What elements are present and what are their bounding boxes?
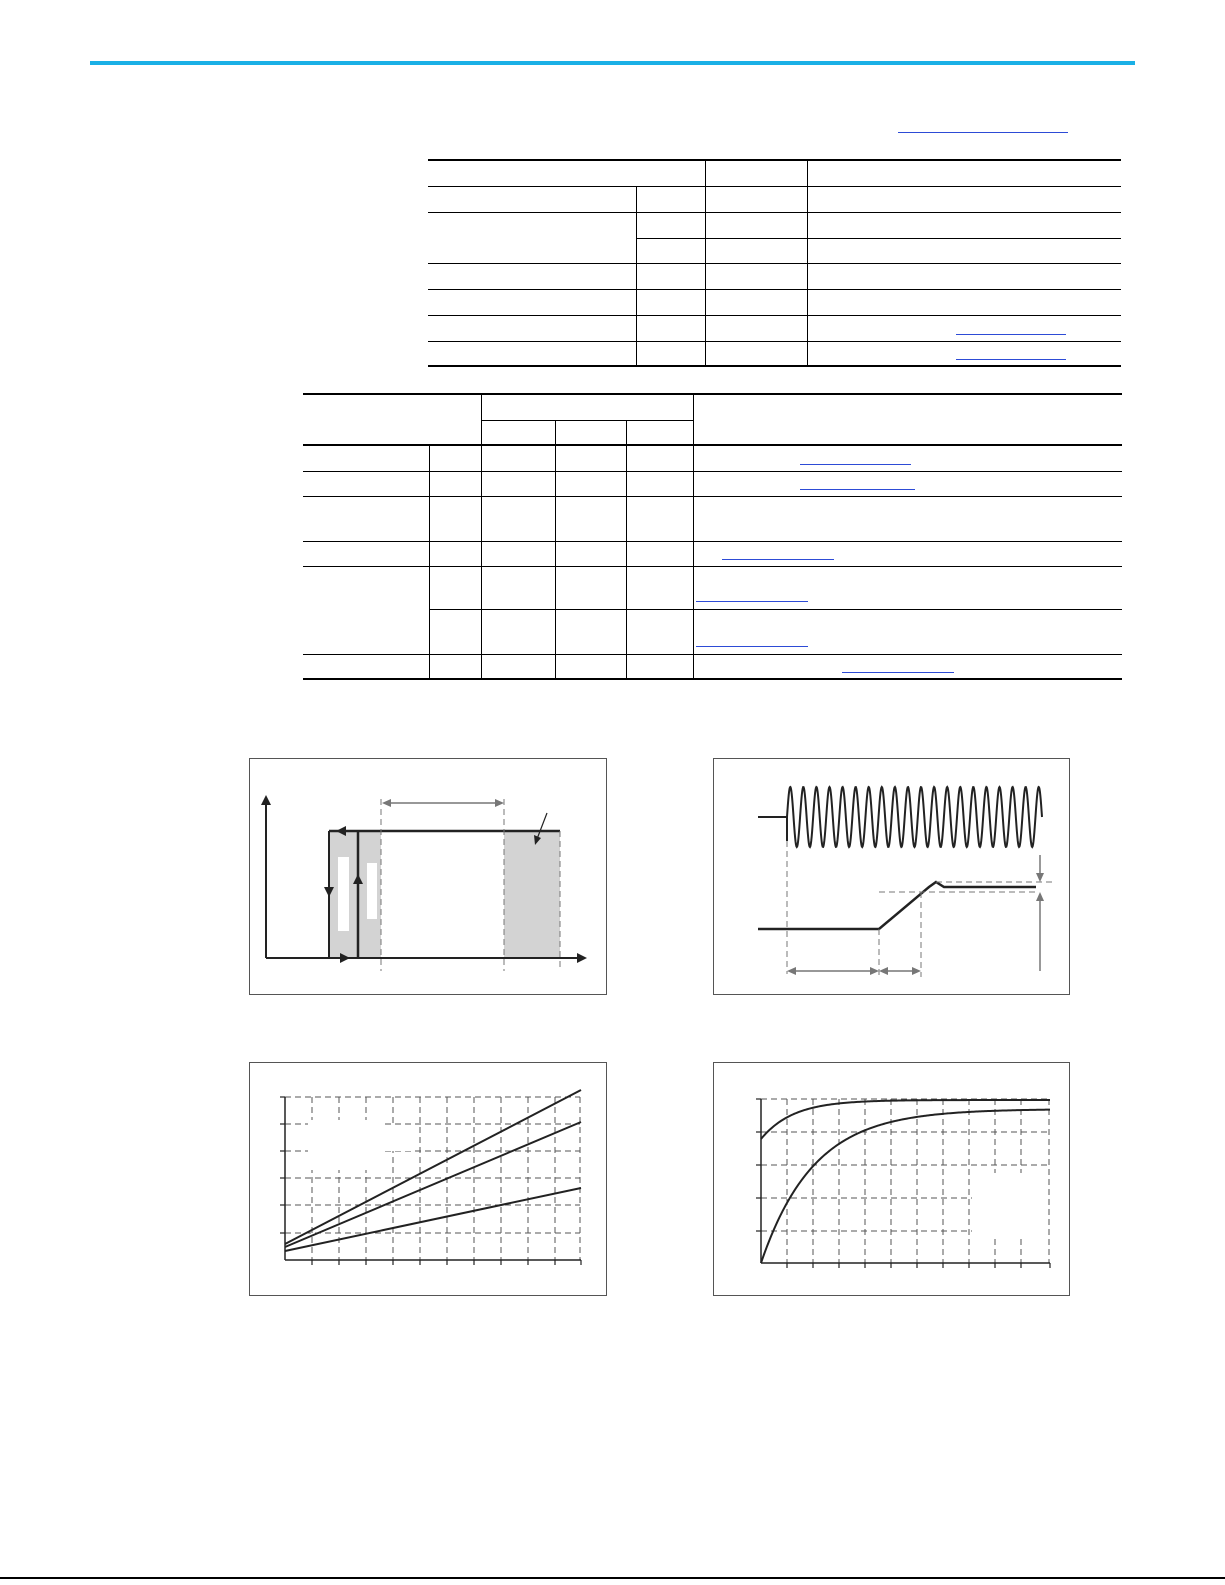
table2-row4-link[interactable] (722, 547, 834, 560)
figure2-sine-wave (787, 787, 1042, 847)
table2-row7-link[interactable] (842, 660, 954, 673)
table1-row (428, 341, 1121, 366)
figure3-line-lower (285, 1188, 581, 1251)
table2-header-group (481, 394, 693, 420)
figure-saturation-curves (713, 1062, 1070, 1296)
specifications-table-2 (303, 393, 1122, 680)
table1-header-cell-1 (428, 160, 705, 186)
figure1-white-marker-1 (338, 857, 349, 931)
figure2-step-input (758, 817, 787, 841)
table2-row1-link[interactable] (800, 452, 911, 465)
table1-header-cell-2 (705, 160, 807, 186)
figure3-blank-label-area (308, 1120, 383, 1170)
table1-row (428, 289, 1121, 315)
figure1-y-axis-arrow (261, 795, 271, 805)
figure2-output-curve (758, 882, 1036, 929)
figure1-x-axis-arrow (577, 953, 587, 963)
table2-row (303, 496, 1122, 541)
header-accent-rule (90, 61, 1135, 65)
table1-row (428, 263, 1121, 289)
figure4-blank-label-area (972, 1173, 1048, 1235)
table2-row (303, 541, 1122, 566)
figure-linear-curves (249, 1062, 607, 1296)
table2-row (303, 445, 1122, 471)
table1-header-cell-3 (807, 160, 1121, 186)
specifications-table-1 (428, 159, 1121, 367)
table1-row (428, 315, 1121, 341)
intro-reference-link[interactable] (898, 118, 1068, 133)
figure1-white-marker-2 (367, 863, 377, 919)
table2-row6-link[interactable] (696, 634, 808, 647)
figure-range-hysteresis (249, 758, 607, 995)
table2-row5-link[interactable] (696, 589, 808, 602)
footer-rule (0, 1577, 1225, 1579)
figure3-blank-label-area-2 (385, 1125, 415, 1151)
table2-header-row (303, 394, 1122, 420)
table2-row (303, 654, 1122, 679)
table2-row2-link[interactable] (800, 477, 915, 490)
table2-row (303, 471, 1122, 496)
table2-row (303, 566, 1122, 609)
table1-row7-link[interactable] (956, 347, 1066, 360)
table2-header-cell-1 (303, 394, 481, 445)
figure1-shaded-band-right (504, 831, 560, 958)
table1-header-row (428, 160, 1121, 186)
table1-row (428, 186, 1121, 212)
table1-row6-link[interactable] (956, 322, 1066, 335)
table1-row (428, 212, 1121, 238)
table2-header-cell-notes (693, 394, 1122, 445)
figure-response-time (713, 758, 1070, 995)
